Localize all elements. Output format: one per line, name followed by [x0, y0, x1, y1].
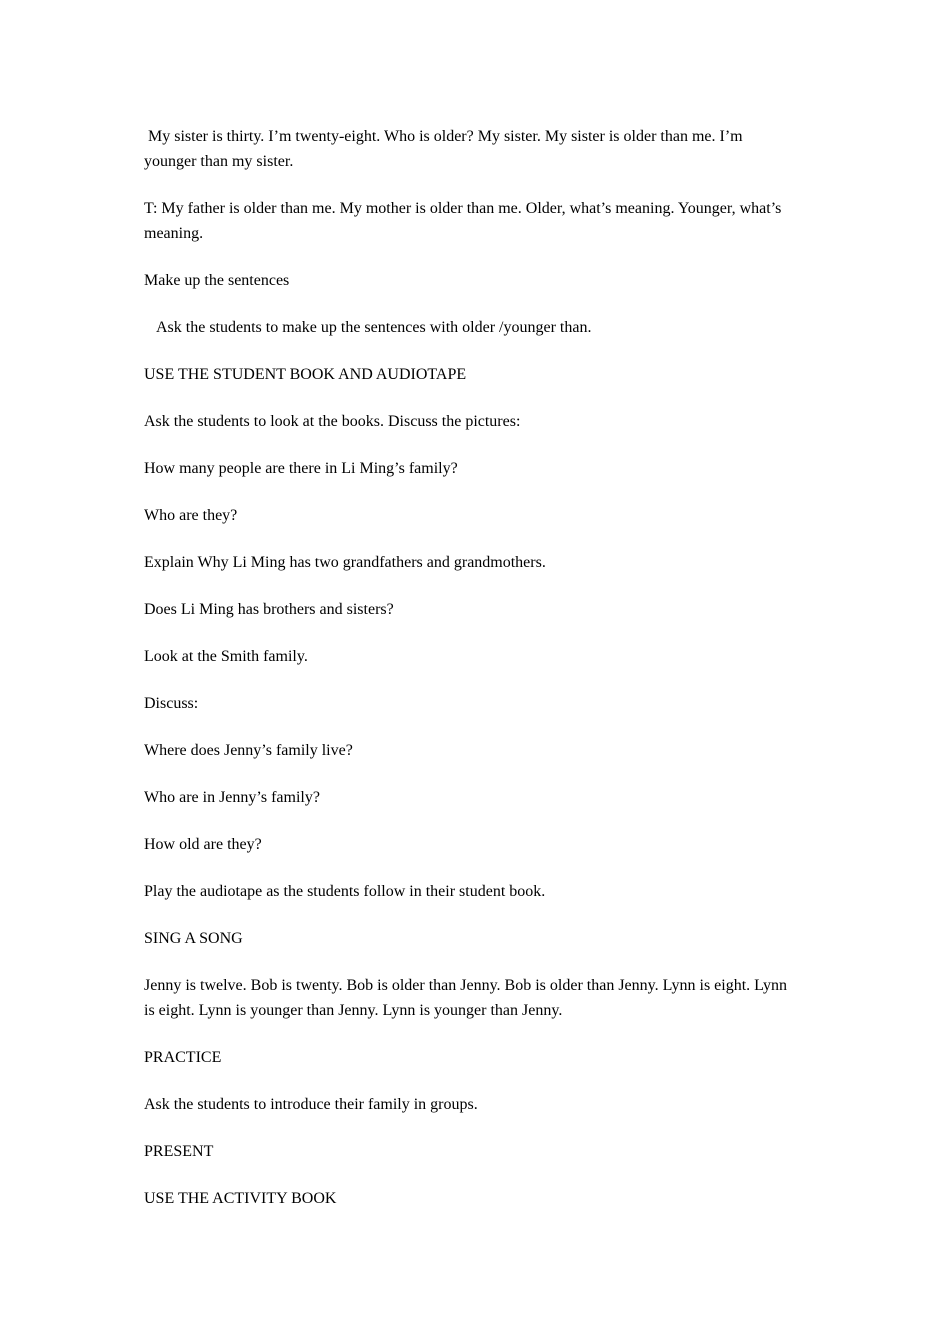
- paragraph-18: Jenny is twelve. Bob is twenty. Bob is older than Jenny. Bob is older than Jenny. Lynn is eight. Lynn is eight. Lynn is younger than Jenny. Lynn is younger than Jenny.: [144, 977, 792, 1019]
- section-heading-practice: PRACTICE: [144, 1049, 222, 1066]
- paragraph-12: Discuss:: [144, 695, 199, 712]
- paragraph-2: T: My father is older than me. My mother is older than me. Older, what’s meaning. Younger, what’s meaning.: [144, 200, 786, 242]
- paragraph-1: My sister is thirty. I’m twenty-eight. Who is older? My sister. My sister is older than me. I’m younger than my sister.: [144, 128, 747, 170]
- paragraph-4: Ask the students to make up the sentences with older /younger than.: [144, 319, 592, 336]
- paragraph-3: Make up the sentences: [144, 272, 290, 289]
- section-heading-song: SING A SONG: [144, 930, 243, 947]
- paragraph-16: Play the audiotape as the students follow in their student book.: [144, 883, 546, 900]
- paragraph-9: Explain Why Li Ming has two grandfathers and grandmothers.: [144, 554, 546, 571]
- paragraph-10: Does Li Ming has brothers and sisters?: [144, 601, 394, 618]
- section-heading-student-book: USE THE STUDENT BOOK AND AUDIOTAPE: [144, 366, 467, 383]
- document-body: [144, 124, 794, 1233]
- section-heading-present: PRESENT: [144, 1143, 214, 1160]
- section-heading-activity-book: USE THE ACTIVITY BOOK: [144, 1190, 337, 1207]
- paragraph-8: Who are they?: [144, 507, 238, 524]
- paragraph-13: Where does Jenny’s family live?: [144, 742, 353, 759]
- paragraph-7: How many people are there in Li Ming’s family?: [144, 460, 458, 477]
- paragraph-14: Who are in Jenny’s family?: [144, 789, 320, 806]
- paragraph-6: Ask the students to look at the books. Discuss the pictures:: [144, 413, 521, 430]
- paragraph-11: Look at the Smith family.: [144, 648, 308, 665]
- paragraph-15: How old are they?: [144, 836, 262, 853]
- paragraph-20: Ask the students to introduce their family in groups.: [144, 1096, 478, 1113]
